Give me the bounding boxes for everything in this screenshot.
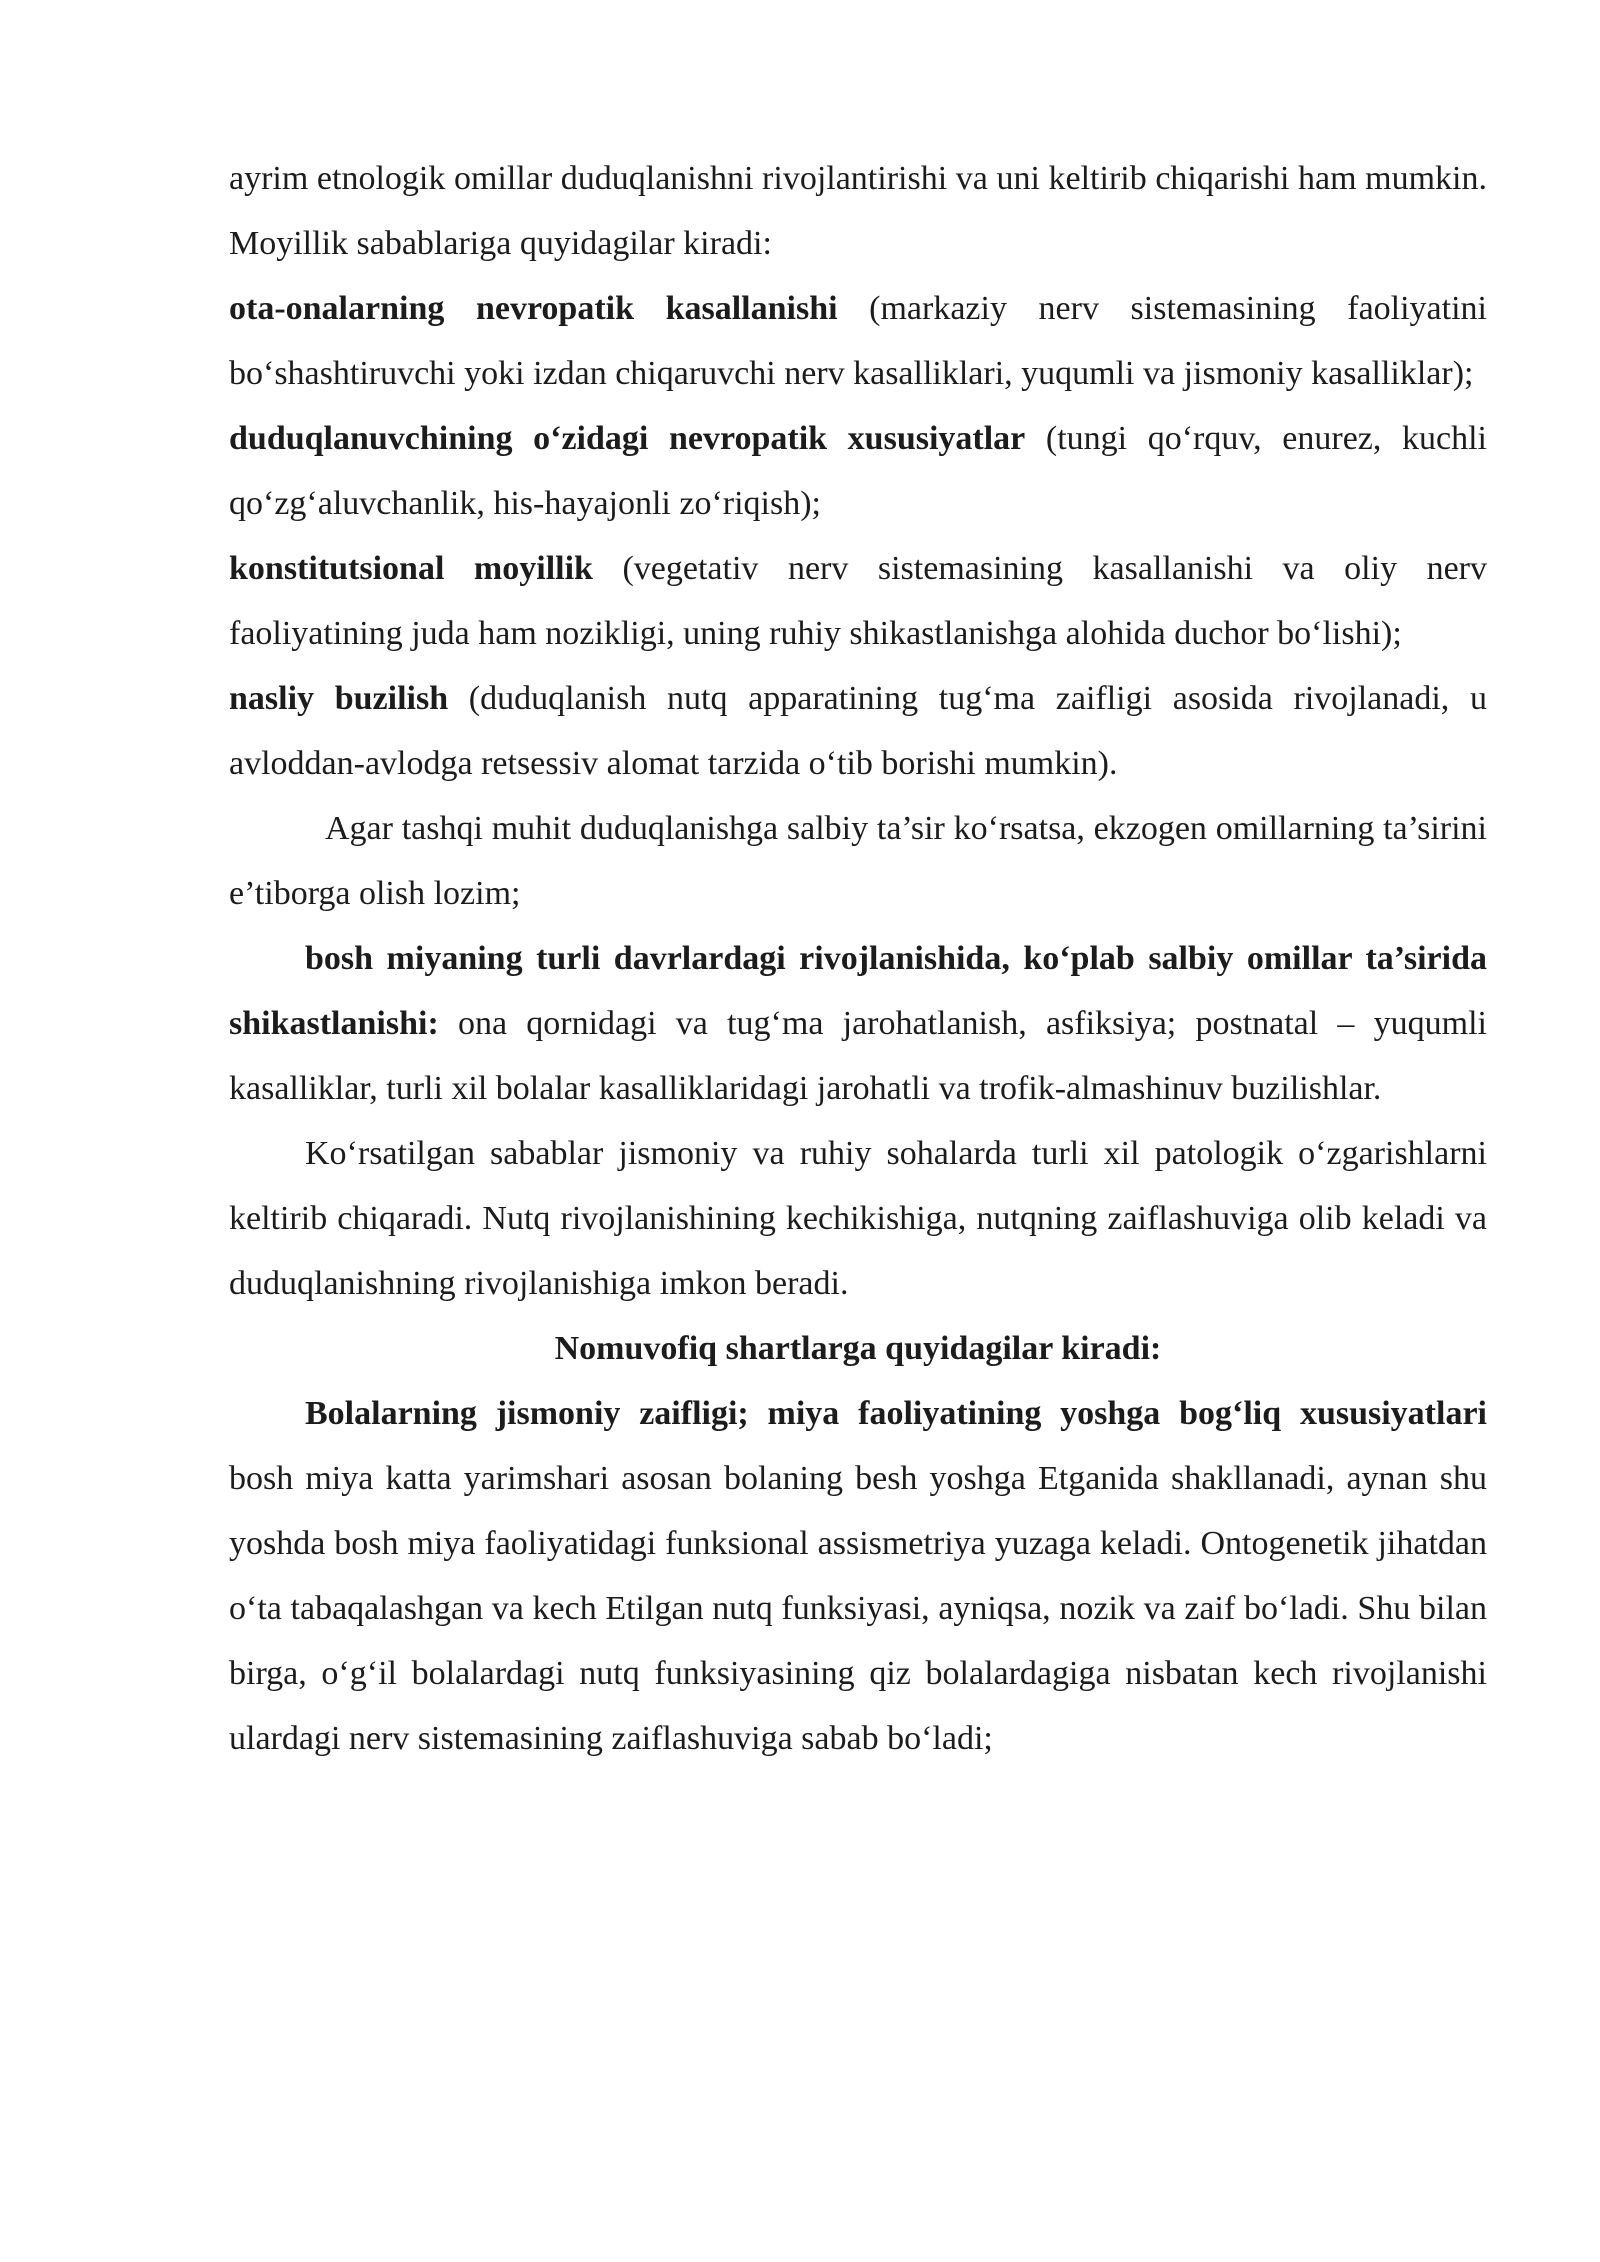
paragraph-physical-weakness xyxy=(229,1381,1487,1771)
term-hereditary: nasliy buzilish xyxy=(229,680,449,717)
section-heading: Nomuvofiq shartlarga quyidagilar kiradi: xyxy=(554,1330,1162,1367)
paragraph-constitutional xyxy=(229,536,1487,666)
paragraph-external-environment: Agar tashqi muhit duduqlanishga salbiy ta’sir ko‘rsatsa, ekzogen omillarning ta’sirini e’tiborga olish lozim; xyxy=(229,810,1487,912)
paragraph-hereditary xyxy=(229,666,1487,796)
paragraph-consequences: Ko‘rsatilgan sabablar jismoniy va ruhiy sohalarda turli xil patologik o‘zgarishlarni keltirib chiqaradi. Nutq rivojlanishining kechikishiga, nutqning zaiflashuviga olib keladi va duduqlanishning rivojlanishiga imkon beradi. xyxy=(229,1135,1487,1302)
paragraph-intro: ayrim etnologik omillar duduqlanishni rivojlantirishi va uni keltirib chiqarishi ham mumkin. Moyillik sabablariga quyidagilar kiradi: xyxy=(229,160,1487,262)
definition-constitutional: (vegetativ nerv sistemasining kasallanishi va oliy nerv faoliyatining juda ham nozikligi, uning ruhiy shikastlanishga alohida duchor bo‘lishi); xyxy=(229,550,1488,652)
term-physical-weakness: Bolalarning jismoniy zaifligi; miya faoliyatining yoshga bog‘liq xususiyatlari xyxy=(305,1395,1487,1432)
definition-neuropathic-traits: (tungi qo‘rquv, enurez, kuchli qo‘zg‘aluvchanlik, his-hayajonli zo‘riqish); xyxy=(229,420,1487,522)
definition-brain-damage: ona qornidagi va tug‘ma jarohatlanish, asfiksiya; postnatal – yuqumli kasalliklar, turli xil bolalar kasalliklaridagi jarohatli va trofik-almashinuv buzilishlar. xyxy=(229,1005,1487,1107)
paragraph-neuropathic-traits xyxy=(229,406,1487,536)
paragraph-brain-damage xyxy=(229,926,1487,1121)
definition-physical-weakness: bosh miya katta yarimshari asosan bolaning besh yoshga Etganida shakllanadi, aynan shu yoshda bosh miya faoliyatidagi funksional assismetriya yuzaga keladi. Ontogenetik jihatdan o‘ta tabaqalashgan va kech Etilgan nutq funksiyasi, ayniqsa, nozik va zaif bo‘ladi. Shu bilan birga, o‘g‘il bolalardagi nutq funksiyasining qiz bolalardagiga nisbatan kech rivojlanishi ulardagi nerv sistemasining zaiflashuviga sabab bo‘ladi; xyxy=(229,1460,1487,1757)
document-page xyxy=(229,146,1487,1771)
term-neuropathic-traits: duduqlanuvchining o‘zidagi nevropatik xususiyatlar xyxy=(229,420,1026,457)
term-constitutional: konstitutsional moyillik xyxy=(229,550,593,587)
definition-parental-illness: (markaziy nerv sistemasining faoliyatini bo‘shashtiruvchi yoki izdan chiqaruvchi nerv kasalliklari, yuqumli va jismoniy kasalliklar); xyxy=(229,290,1487,392)
term-parental-illness: ota-onalarning nevropatik kasallanishi xyxy=(229,290,838,327)
term-brain-damage: bosh miyaning turli davrlardagi rivojlanishida, ko‘plab salbiy omillar ta’sirida shikastlanishi: xyxy=(229,940,1487,1042)
paragraph-parental-illness xyxy=(229,276,1487,406)
definition-hereditary: (duduqlanish nutq apparatining tug‘ma zaifligi asosida rivojlanadi, u avloddan-avlodga retsessiv alomat tarzida o‘tib borishi mumkin). xyxy=(229,680,1487,782)
